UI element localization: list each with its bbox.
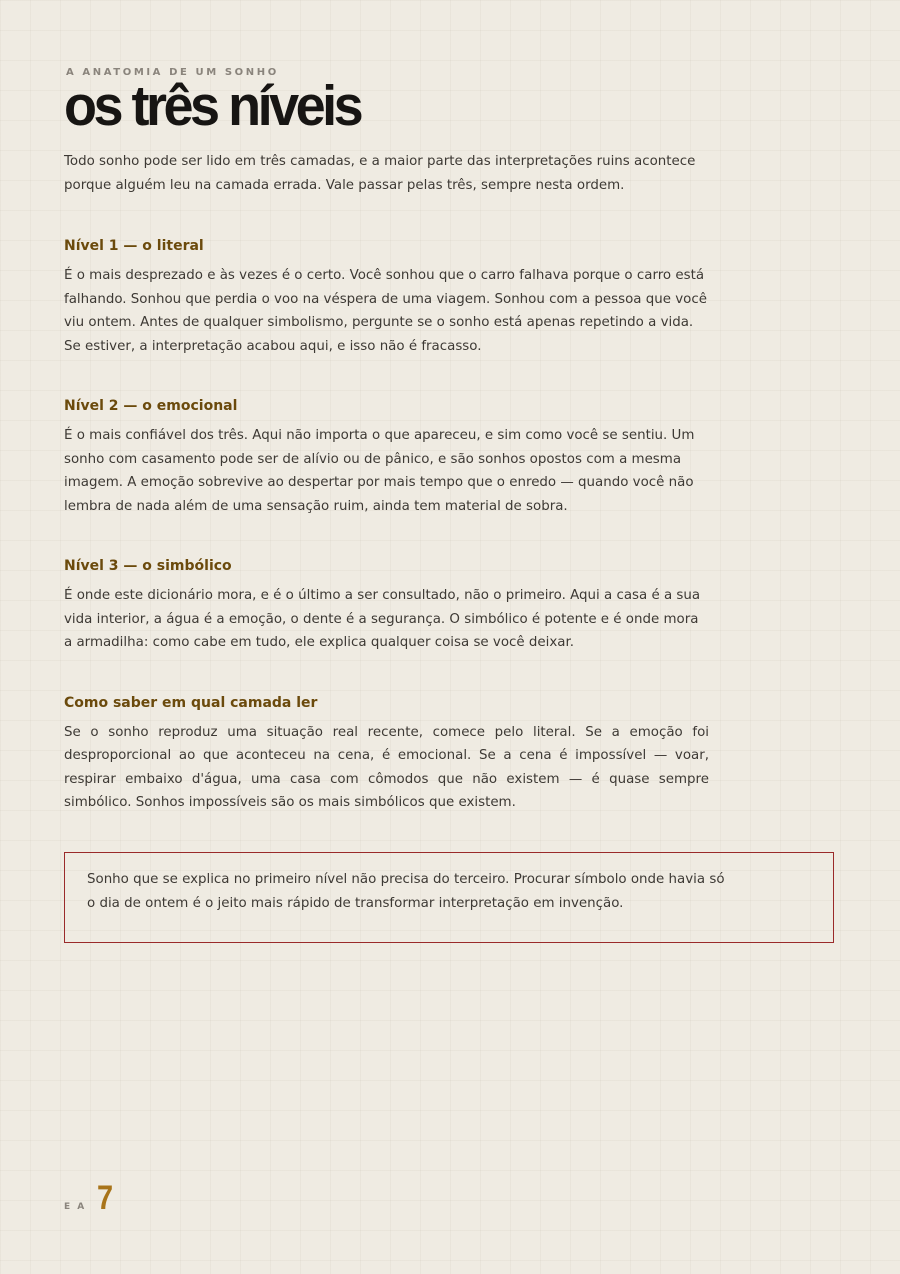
page-number: 7 bbox=[97, 1179, 114, 1217]
section-heading: Nível 3 — o simbólico bbox=[64, 558, 232, 574]
section-body: É o mais confiável dos três. Aqui não importa o que apareceu, e sim como você se sentiu. Um sonho com casamento pode ser de alívio ou de pânico, e são sonhos opostos com a mesma imagem. A emoção sobrevive ao despertar por mais tempo que o enredo — quando você não lembra de nada além de uma sensação ruim, ainda tem material de sobra. bbox=[64, 428, 695, 514]
page-title: os três níveis bbox=[64, 74, 361, 138]
section-body: Se o sonho reproduz uma situação real recente, comece pelo literal. Se a emoção foi desproporcional ao que aconteceu na cena, é emocional. Se a cena é impossível — voar, respirar embaixo d'água, uma casa com cômodos que não existem — é quase sempre simbólico. Sonhos impossíveis são os mais simbólicos que existem. bbox=[64, 724, 709, 810]
section-body: É onde este dicionário mora, e é o último a ser consultado, não o primeiro. Aqui a casa é a sua vida interior, a água é a emoção, o dente é a segurança. O simbólico é potente e é onde mora a armadilha: como cabe em tudo, ele explica qualquer coisa se você deixar. bbox=[64, 588, 701, 650]
intro-paragraph: Todo sonho pode ser lido em três camadas, e a maior parte das interpretações ruins acontece porque alguém leu na camada errada. Vale passar pelas três, sempre nesta ordem. bbox=[64, 154, 696, 193]
section-heading: Como saber em qual camada ler bbox=[64, 694, 318, 711]
section-how-to-choose bbox=[64, 693, 709, 815]
section-heading: Nível 2 — o emocional bbox=[64, 398, 238, 414]
page-content bbox=[64, 66, 836, 943]
chapter-kicker: A ANATOMIA DE UM SONHO bbox=[66, 67, 279, 78]
callout-box bbox=[64, 852, 834, 943]
section-level-3 bbox=[64, 556, 709, 655]
section-level-2 bbox=[64, 396, 709, 518]
section-body: É o mais desprezado e às vezes é o certo. Você sonhou que o carro falhava porque o carro está falhando. Sonhou que perdia o voo na véspera de uma viagem. Sonhou com a pessoa que você viu ontem. Antes de qualquer simbolismo, pergunte se o sonho está apenas repetindo a vida. Se estiver, a interpretação acabou aqui, e isso não é fracasso. bbox=[64, 268, 707, 354]
section-level-1 bbox=[64, 236, 709, 358]
callout-text: Sonho que se explica no primeiro nível não precisa do terceiro. Procurar símbolo onde havia só o dia de ontem é o jeito mais rápido de transformar interpretação em invenção. bbox=[87, 871, 725, 911]
footer-tag: E A bbox=[64, 1202, 87, 1212]
section-heading: Nível 1 — o literal bbox=[64, 238, 204, 254]
